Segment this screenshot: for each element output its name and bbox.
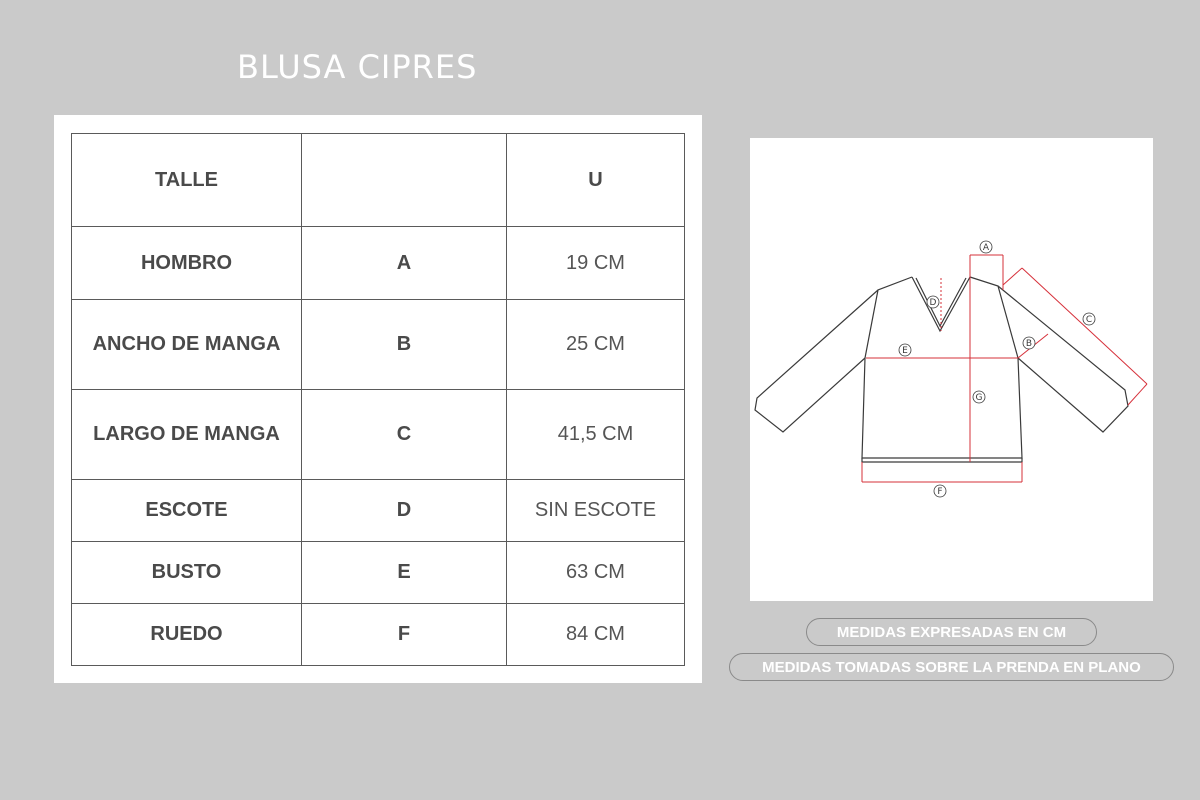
row-value: SIN ESCOTE (507, 480, 685, 542)
marker-g (973, 391, 985, 403)
row-code: D (302, 480, 507, 542)
garment-diagram (750, 138, 1153, 601)
marker-e-label: E (902, 346, 908, 356)
marker-a (980, 241, 992, 253)
header-size: TALLE (72, 134, 302, 227)
measurement-method-note: MEDIDAS TOMADAS SOBRE LA PRENDA EN PLANO (729, 653, 1174, 681)
garment-outline (755, 277, 1128, 462)
table-row (72, 227, 685, 300)
marker-d (927, 296, 939, 308)
marker-b-label: B (1025, 339, 1033, 349)
header-size-u: U (507, 134, 685, 227)
table-row (72, 480, 685, 542)
table-row (72, 300, 685, 390)
row-code: B (302, 300, 507, 390)
row-code: E (302, 542, 507, 604)
row-code: F (302, 604, 507, 666)
table-row (72, 604, 685, 666)
row-name: HOMBRO (72, 227, 302, 300)
marker-e (899, 344, 911, 356)
row-name: ESCOTE (72, 480, 302, 542)
row-value: 41,5 CM (507, 390, 685, 480)
row-code: C (302, 390, 507, 480)
marker-f-label: F (937, 487, 943, 497)
marker-a-label: A (982, 243, 990, 253)
page-title: BLUSA CIPRES (237, 48, 478, 86)
row-value: 25 CM (507, 300, 685, 390)
units-note: MEDIDAS EXPRESADAS EN CM (806, 618, 1097, 646)
size-table (71, 133, 685, 666)
row-name: ANCHO DE MANGA (72, 300, 302, 390)
row-name: RUEDO (72, 604, 302, 666)
size-table-card (54, 115, 702, 683)
row-name: BUSTO (72, 542, 302, 604)
marker-f (934, 485, 946, 497)
marker-c (1083, 313, 1095, 325)
row-code: A (302, 227, 507, 300)
marker-g-label: G (975, 393, 983, 403)
table-row (72, 390, 685, 480)
garment-diagram-card (750, 138, 1153, 601)
header-code (302, 134, 507, 227)
table-row (72, 542, 685, 604)
measure-lines (862, 255, 1147, 482)
marker-b (1023, 337, 1035, 349)
row-name: LARGO DE MANGA (72, 390, 302, 480)
table-header-row (72, 134, 685, 227)
row-value: 84 CM (507, 604, 685, 666)
row-value: 19 CM (507, 227, 685, 300)
marker-c-label: C (1085, 315, 1093, 325)
marker-d-label: D (929, 298, 937, 308)
row-value: 63 CM (507, 542, 685, 604)
